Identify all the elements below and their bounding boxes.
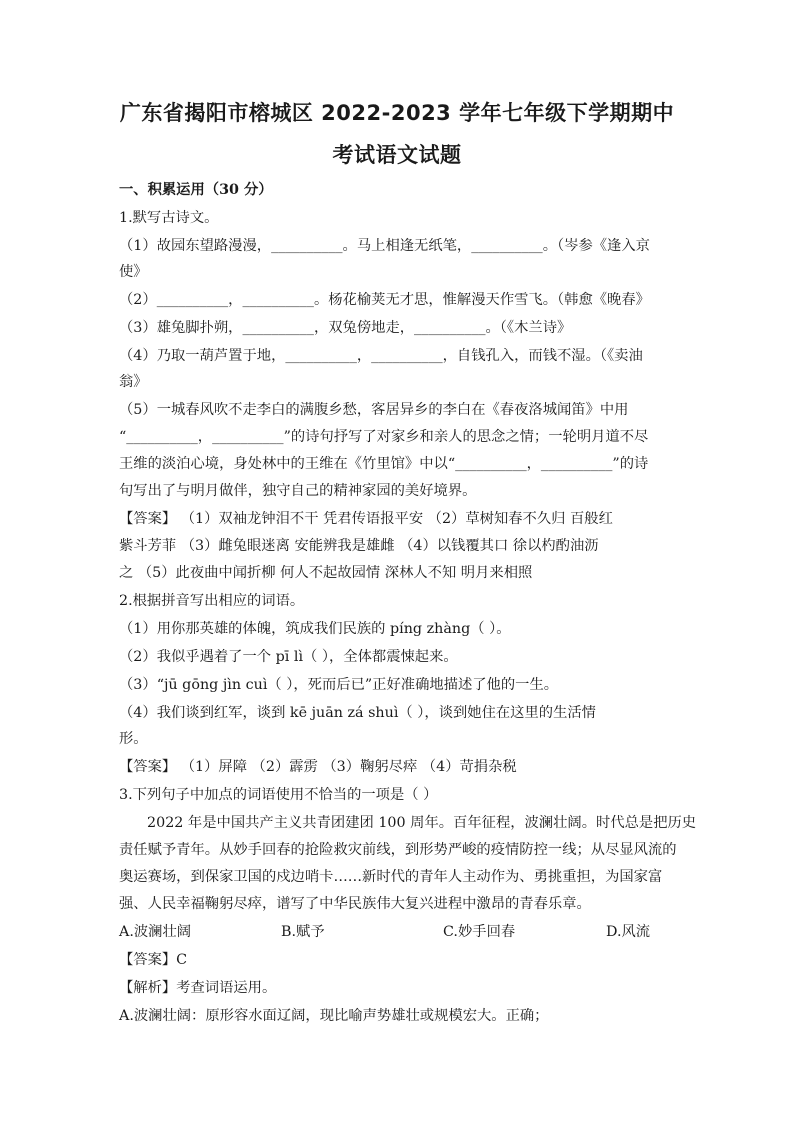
option-b: B.赋予	[281, 924, 325, 940]
question-3-passage-cont: 责任赋予青年。从妙手回春的抢险救灾前线，到形势严峻的疫情防控一线；从尽显风流的	[119, 842, 677, 858]
option-a: A.波澜壮阔	[119, 924, 192, 940]
answer-1-cont: 之 （5）此夜曲中闻折柳 何人不起故园情 深林人不知 明月来相照	[119, 565, 533, 581]
section-heading: 一、积累运用（30 分）	[119, 182, 273, 198]
question-1-item-5-cont: 句写出了与明月做伴，独守自己的精神家园的美好境界。	[119, 483, 477, 499]
question-1-item-5: （5）一城春风吹不走李白的满腹乡愁，客居异乡的李白在《春夜洛城闻笛》中用	[119, 402, 629, 418]
question-3-passage-cont: 强、人民幸福鞠躬尽瘁，谱写了中华民族伟大复兴进程中激昂的青春乐章。	[119, 896, 591, 912]
question-3-passage: 2022 年是中国共产主义共青团建团 100 周年。百年征程，波澜壮阔。时代总是把历史	[147, 815, 697, 831]
question-2-item-1: （1）用你那英雄的体魄，筑成我们民族的 píng zhàng（ ）。	[119, 621, 511, 637]
document-title-line-1: 广东省揭阳市榕城区 2022-2023 学年七年级下学期期中	[119, 101, 675, 125]
question-1-item-4: （4）乃取一葫芦置于地，__________，__________，自钱孔入，而钱不湿。（《卖油	[119, 348, 643, 364]
analysis-3-option-a: A.波澜壮阔：原形容水面辽阔，现比喻声势雄壮或规模宏大。正确；	[119, 1008, 549, 1024]
question-1-item-5-cont: 王维的淡泊心境，身处林中的王维在《竹里馆》中以“__________，__________”的诗	[119, 456, 649, 472]
answer-1: 【答案】 （1）双袖龙钟泪不干 凭君传语报平安 （2）草树知春不久归 百般红	[119, 511, 613, 527]
analysis-3: 【解析】考查词语运用。	[119, 980, 277, 996]
question-2-stem: 2.根据拼音写出相应的词语。	[119, 593, 305, 609]
question-2-item-2: （2）我似乎遇着了一个 pī lì（ ），全体都震悚起来。	[119, 649, 458, 665]
question-1-item-5-cont: “__________，__________”的诗句抒写了对家乡和亲人的思念之情；一轮明月道不尽	[119, 429, 649, 445]
question-3-passage-cont: 奥运赛场，到保家卫国的戍边哨卡……新时代的青年人主动作为、勇挑重担，为国家富	[119, 869, 663, 885]
question-1-item-3: （3）雄兔脚扑朔，__________，双兔傍地走，__________。（《木兰诗》	[119, 320, 572, 336]
option-c: C.妙手回春	[443, 924, 516, 940]
question-3-options	[119, 922, 679, 942]
answer-3: 【答案】C	[119, 952, 188, 968]
question-3-stem: 3.下列句子中加点的词语使用不恰当的一项是（ ）	[119, 787, 438, 803]
answer-1-cont: 紫斗芳菲 （3）雌兔眼迷离 安能辨我是雄雌 （4）以钱覆其口 徐以杓酌油沥	[119, 538, 599, 554]
option-d: D.风流	[606, 924, 651, 940]
question-1-stem: 1.默写古诗文。	[119, 210, 219, 226]
question-1-item-4-cont: 翁》	[119, 374, 148, 390]
question-1-item-1: （1）故园东望路漫漫，__________。马上相逢无纸笔，__________。（岑参《逢入京	[119, 238, 650, 254]
question-1-item-1-cont: 使》	[119, 264, 148, 280]
answer-2: 【答案】 （1）屏障 （2）霹雳 （3）鞠躬尽瘁 （4）苛捐杂税	[119, 759, 517, 775]
question-1-item-2: （2）__________，__________。杨花榆荚无才思，惟解漫天作雪飞。（韩愈《晚春》	[119, 292, 650, 308]
question-2-item-3: （3）“jū gōng jìn cuì（ ），死而后已”正好准确地描述了他的一生。	[119, 677, 559, 693]
question-2-item-4: （4）我们谈到红军，谈到 kē juān zá shuì（ ），谈到她住在这里的生活情	[119, 705, 596, 721]
document-title-line-2: 考试语文试题	[332, 143, 462, 167]
question-2-item-4-cont: 形。	[119, 731, 148, 747]
